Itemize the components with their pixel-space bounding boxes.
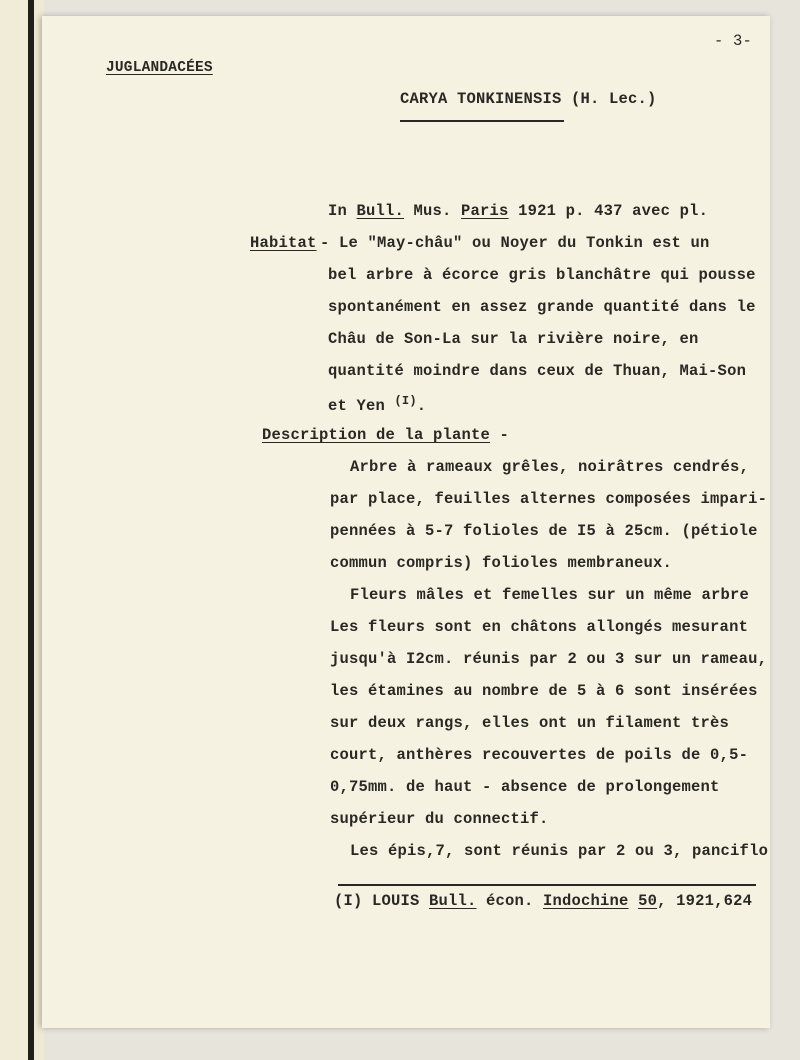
footnote-post: , 1921,624 — [657, 892, 753, 910]
habitat-line: quantité moindre dans ceux de Thuan, Mai-Son — [328, 362, 747, 380]
reference-post: 1921 p. 437 avec pl. — [508, 202, 709, 220]
description-line: pennées à 5-7 folioles de I5 à 25cm. (pétiole — [330, 522, 758, 540]
description-heading-text: Description de la plante — [262, 426, 491, 444]
description-line: jusqu'à I2cm. réunis par 2 ou 3 sur un rameau, — [330, 650, 768, 668]
description-line: court, anthères recouvertes de poils de 0,5- — [330, 746, 749, 764]
description-line: les étamines au nombre de 5 à 6 sont insérées — [330, 682, 758, 700]
footnote-bull: Bull. — [429, 892, 477, 910]
description-line: sur deux rangs, elles ont un filament très — [330, 714, 730, 732]
habitat-label: Habitat — [250, 234, 317, 252]
description-line: Fleurs mâles et femelles sur un même arbre — [350, 586, 750, 604]
footnote — [334, 892, 752, 910]
description-line: supérieur du connectif. — [330, 810, 549, 828]
footnote-rule — [338, 884, 756, 886]
footnote-indochine: Indochine — [543, 892, 629, 910]
habitat-line: bel arbre à écorce gris blanchâtre qui pousse — [328, 266, 756, 284]
reference-bull: Bull. — [356, 202, 405, 220]
species-title: CARYA TONKINENSIS (H. Lec.) — [400, 90, 657, 108]
description-line: Les épis,7, sont réunis par 2 ou 3, panciflo — [350, 842, 769, 860]
family-heading: JUGLANDACÉES — [106, 60, 213, 76]
title-rule — [400, 120, 564, 122]
previous-page-edge — [0, 0, 29, 1060]
description-line: par place, feuilles alternes composées impari- — [330, 490, 768, 508]
footnote-pre: (I) LOUIS — [334, 892, 430, 910]
habitat-last-punct: . — [416, 397, 427, 416]
description-line: Arbre à rameaux grêles, noirâtres cendrés, — [350, 458, 750, 476]
habitat-line: Châu de Son-La sur la rivière noire, en — [328, 330, 699, 348]
footnote-mid2 — [629, 892, 639, 910]
description-line: Les fleurs sont en châtons allongés mesurant — [330, 618, 749, 636]
document-page — [42, 16, 770, 1028]
footnote-volume: 50 — [638, 892, 658, 910]
footnote-mark: (I) — [394, 394, 417, 408]
habitat-last-text: et Yen — [328, 397, 386, 416]
reference-pre: In — [328, 202, 357, 220]
reference-paris: Paris — [461, 202, 509, 220]
description-line: commun compris) folioles membraneux. — [330, 554, 673, 572]
description-heading-suffix: - — [490, 426, 510, 444]
reference-mid: Mus. — [404, 202, 462, 220]
description-line: 0,75mm. de haut - absence de prolongement — [330, 778, 720, 796]
reference-line — [328, 202, 708, 220]
habitat-line: spontanément en assez grande quantité dans le — [328, 298, 756, 316]
footnote-mid1: écon. — [476, 892, 544, 910]
habitat-last-line — [328, 394, 426, 415]
description-heading — [262, 426, 509, 444]
habitat-line: - Le "May-châu" ou Noyer du Tonkin est un — [320, 234, 710, 252]
page-number: - 3- — [714, 32, 753, 50]
